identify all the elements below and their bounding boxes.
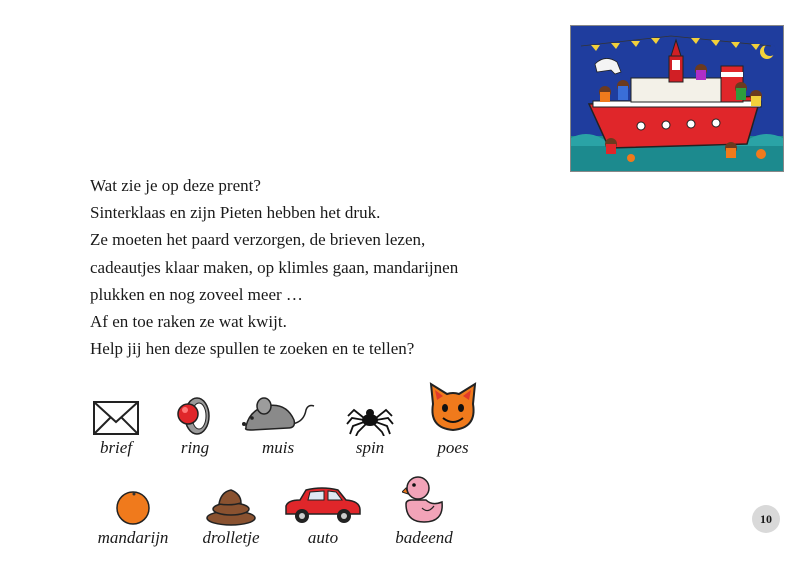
- item-badeend: [374, 470, 474, 548]
- page-number: 10: [752, 505, 780, 533]
- item-label: poes: [437, 438, 469, 457]
- item-label: ring: [180, 438, 210, 457]
- text-line: Sinterklaas en zijn Pieten hebben het druk.: [90, 203, 381, 223]
- car-icon: [282, 486, 364, 526]
- item-label: badeend: [395, 528, 453, 547]
- item-mandarijn: [83, 470, 183, 548]
- intro-text: [90, 172, 560, 362]
- item-label: muis: [261, 438, 295, 457]
- cat-icon: [425, 382, 481, 436]
- tangerine-icon: [113, 486, 153, 526]
- envelope-icon: [92, 400, 140, 436]
- item-label: auto: [307, 528, 339, 547]
- item-muis: [228, 380, 328, 458]
- sinterklaas-steamboat-illustration: [570, 25, 784, 172]
- item-poes: [403, 380, 503, 458]
- mouse-icon: [240, 396, 316, 436]
- poop-icon: [203, 486, 259, 526]
- ring-icon: [175, 394, 215, 436]
- rubber-duck-icon: [402, 472, 446, 526]
- item-label: brief: [99, 438, 133, 457]
- item-label: mandarijn: [97, 528, 169, 547]
- item-drolletje: [181, 470, 281, 548]
- item-auto: [273, 470, 373, 548]
- text-line: Af en toe raken ze wat kwijt.: [90, 312, 287, 332]
- item-label: drolletje: [202, 528, 260, 547]
- spider-icon: [346, 402, 394, 436]
- text-line: plukken en nog zoveel meer …: [90, 284, 303, 304]
- item-label: spin: [355, 438, 385, 457]
- text-line: cadeautjes klaar maken, op klimles gaan, mandarijnen: [90, 257, 459, 277]
- text-line: Help jij hen deze spullen te zoeken en te tellen?: [90, 339, 415, 359]
- text-line: Ze moeten het paard verzorgen, de brieven lezen,: [90, 230, 426, 250]
- text-line: Wat zie je op deze prent?: [90, 176, 261, 195]
